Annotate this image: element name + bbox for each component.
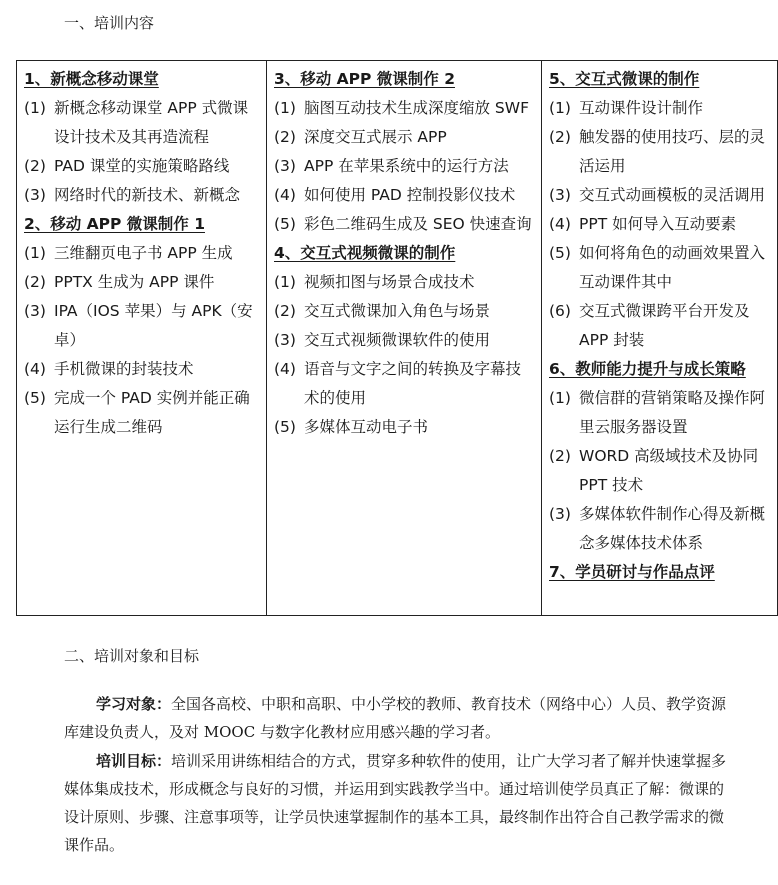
content-column-3 xyxy=(542,61,778,616)
list-item xyxy=(274,297,535,326)
course-content-table xyxy=(16,60,778,616)
item-number: (3) xyxy=(549,186,571,204)
item-number: (4) xyxy=(549,215,571,233)
item-number: (2) xyxy=(274,302,296,320)
item-number: (2) xyxy=(24,273,46,291)
item-number: (1) xyxy=(274,273,296,291)
item-number: (3) xyxy=(274,331,296,349)
item-number: (2) xyxy=(24,157,46,175)
section-title-content: 一、培训内容 xyxy=(64,14,155,32)
item-number: (3) xyxy=(549,505,571,523)
module-heading: 3、移动 APP 微课制作 2 xyxy=(274,70,455,88)
item-text: 手机微课的封装技术 xyxy=(54,360,194,378)
item-number: (1) xyxy=(24,99,46,117)
item-text: 触发器的使用技巧、层的灵活运用 xyxy=(579,128,766,175)
list-item xyxy=(24,384,260,442)
item-text: 如何使用 PAD 控制投影仪技术 xyxy=(304,186,516,204)
list-item xyxy=(274,355,535,413)
list-item xyxy=(24,181,260,210)
learner-label: 学习对象： xyxy=(96,695,172,713)
list-item xyxy=(549,442,771,500)
item-number: (4) xyxy=(274,186,296,204)
item-text: 语音与文字之间的转换及字幕技术的使用 xyxy=(304,360,522,407)
item-text: 视频扣图与场景合成技术 xyxy=(304,273,475,291)
list-item xyxy=(549,239,771,297)
learner-text: 全国各高校、中职和高职、中小学校的教师、教育技术（网络中心）人员、教学资源库建设负责人，及对 MOOC 与数字化教材应用感兴趣的学习者。 xyxy=(64,695,727,741)
item-text: PPTX 生成为 APP 课件 xyxy=(54,273,215,291)
list-item xyxy=(274,268,535,297)
module-heading: 5、交互式微课的制作 xyxy=(549,70,700,88)
item-number: (4) xyxy=(24,360,46,378)
module-heading: 7、学员研讨与作品点评 xyxy=(549,563,715,581)
list-item xyxy=(274,210,535,239)
item-text: 交互式动画模板的灵活调用 xyxy=(579,186,766,204)
content-column-1 xyxy=(17,61,267,616)
item-text: 彩色二维码生成及 SEO 快速查询 xyxy=(304,215,532,233)
module-heading: 2、移动 APP 微课制作 1 xyxy=(24,215,205,233)
item-text: 微信群的营销策略及操作阿里云服务器设置 xyxy=(579,389,766,436)
list-item xyxy=(549,123,771,181)
item-text: 交互式微课加入角色与场景 xyxy=(304,302,491,320)
item-number: (4) xyxy=(274,360,296,378)
item-text: 网络时代的新技术、新概念 xyxy=(54,186,241,204)
item-text: 深度交互式展示 APP xyxy=(304,128,447,146)
list-item xyxy=(549,384,771,442)
item-number: (2) xyxy=(549,447,571,465)
item-text: APP 在苹果系统中的运行方法 xyxy=(304,157,509,175)
item-text: 脑图互动技术生成深度缩放 SWF xyxy=(304,99,530,117)
section-title-target: 二、培训对象和目标 xyxy=(64,647,200,665)
item-number: (5) xyxy=(549,244,571,262)
item-number: (1) xyxy=(549,389,571,407)
module-heading: 6、教师能力提升与成长策略 xyxy=(549,360,746,378)
module-heading: 4、交互式视频微课的制作 xyxy=(274,244,456,262)
list-item xyxy=(549,297,771,355)
list-item xyxy=(24,152,260,181)
list-item xyxy=(24,297,260,355)
list-item xyxy=(274,123,535,152)
list-item xyxy=(549,210,771,239)
item-number: (1) xyxy=(24,244,46,262)
item-number: (6) xyxy=(549,302,571,320)
item-text: 如何将角色的动画效果置入互动课件其中 xyxy=(579,244,766,291)
item-number: (1) xyxy=(274,99,296,117)
list-item xyxy=(549,500,771,558)
item-text: 完成一个 PAD 实例并能正确运行生成二维码 xyxy=(54,389,250,436)
item-text: PPT 如何导入互动要素 xyxy=(579,215,737,233)
list-item xyxy=(24,268,260,297)
list-item xyxy=(274,181,535,210)
item-text: 多媒体互动电子书 xyxy=(304,418,429,436)
item-number: (3) xyxy=(274,157,296,175)
item-text: 新概念移动课堂 APP 式微课设计技术及其再造流程 xyxy=(54,99,249,146)
item-text: WORD 高级域技术及协同 PPT 技术 xyxy=(579,447,759,494)
content-column-2 xyxy=(267,61,542,616)
learner-paragraph xyxy=(64,690,732,746)
list-item xyxy=(274,326,535,355)
item-number: (3) xyxy=(24,186,46,204)
item-text: IPA（IOS 苹果）与 APK（安卓） xyxy=(54,302,253,349)
list-item xyxy=(274,152,535,181)
item-text: PAD 课堂的实施策略路线 xyxy=(54,157,230,175)
goal-text: 培训采用讲练相结合的方式，贯穿多种软件的使用，让广大学习者了解并快速掌握多媒体集成技术，形成概念与良好的习惯，并运用到实践教学当中。通过培训使学员真正了解：微课的设计原则、步骤、注意事项等，让学员快速掌握制作的基本工具，最终制作出符合自己教学需求的微课作品。 xyxy=(64,752,727,854)
item-number: (2) xyxy=(274,128,296,146)
goal-paragraph xyxy=(64,747,732,859)
list-item xyxy=(24,239,260,268)
list-item xyxy=(549,181,771,210)
item-number: (5) xyxy=(274,215,296,233)
item-number: (3) xyxy=(24,302,46,320)
item-number: (5) xyxy=(24,389,46,407)
item-number: (5) xyxy=(274,418,296,436)
item-text: 多媒体软件制作心得及新概念多媒体技术体系 xyxy=(579,505,766,552)
item-text: 三维翻页电子书 APP 生成 xyxy=(54,244,233,262)
item-text: 互动课件设计制作 xyxy=(579,99,704,117)
module-heading: 1、新概念移动课堂 xyxy=(24,70,159,88)
item-number: (2) xyxy=(549,128,571,146)
goal-label: 培训目标： xyxy=(96,752,172,770)
list-item xyxy=(274,413,535,442)
list-item xyxy=(24,355,260,384)
list-item xyxy=(549,94,771,123)
item-number: (1) xyxy=(549,99,571,117)
item-text: 交互式视频微课软件的使用 xyxy=(304,331,491,349)
item-text: 交互式微课跨平台开发及 APP 封装 xyxy=(579,302,750,349)
list-item xyxy=(274,94,535,123)
list-item xyxy=(24,94,260,152)
